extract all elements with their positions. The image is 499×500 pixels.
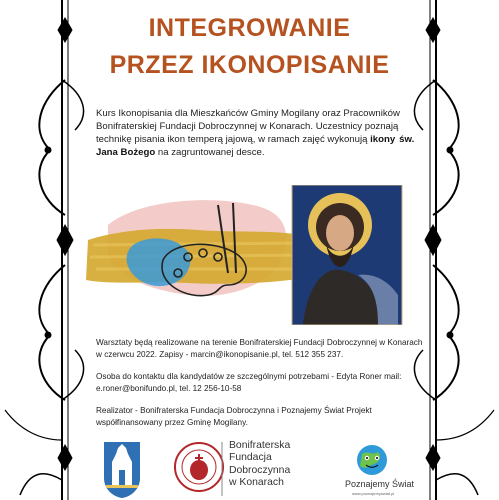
intro-bold-1: ikony (370, 134, 396, 145)
foundation-name (229, 440, 290, 490)
intro-part-1: Kurs Ikonopisania dla Mieszkańców Gminy Mogilany oraz Pracowników Bonifraterskiej Fundacji Dobroczynnej w Konarach. Uczestnicy poznają technikę pisania ikon temperą jajową, w ramach zajęć wykonują (96, 108, 400, 145)
foundation-line-2: Fundacja (229, 452, 272, 464)
intro-bold-2: św. Jana Bożego (96, 134, 415, 158)
contact-info: Osoba do kontaktu dla kandydatów ze szczególnymi potrzebami - Edyta Roner mail: e.roner@bonifundo.pl, tel. 12 256-10-58 (96, 372, 402, 393)
mogilany-crest-icon (104, 442, 140, 498)
foundation-line-3: Dobroczynna (229, 464, 291, 476)
intro-part-2: na zagruntowanej desce. (155, 147, 265, 158)
bonifratrzy-seal-icon (175, 443, 223, 491)
workshops-info: Warsztaty będą realizowane na terenie Bonifraterskiej Fundacji Dobroczynnej w Konarach w czerwcu 2022. Zapisy - marcin@ikonopisanie.pl, tel. 512 355 237. (96, 338, 423, 359)
realizer-info: Realizator - Bonifraterska Fundacja Dobroczynna i Poznajemy Świat Projekt współfinansowany przez Gminę Mogilany. (96, 406, 372, 427)
partner-name: Poznajemy Świat (345, 479, 415, 489)
saint-icon-painting (292, 185, 402, 325)
title-line-1: INTEGROWANIE (148, 14, 351, 42)
poznajemy-swiat-globe-icon (357, 445, 387, 475)
artwork-illustration (78, 185, 423, 325)
partner-url: www.poznajemyswiat.pl (352, 491, 395, 496)
foundation-line-1: Bonifraterska (229, 440, 291, 451)
foundation-line-4: w Konarach (229, 477, 284, 489)
intro-text (96, 107, 416, 159)
title-line-2: PRZEZ IKONOPISANIE (109, 51, 390, 79)
